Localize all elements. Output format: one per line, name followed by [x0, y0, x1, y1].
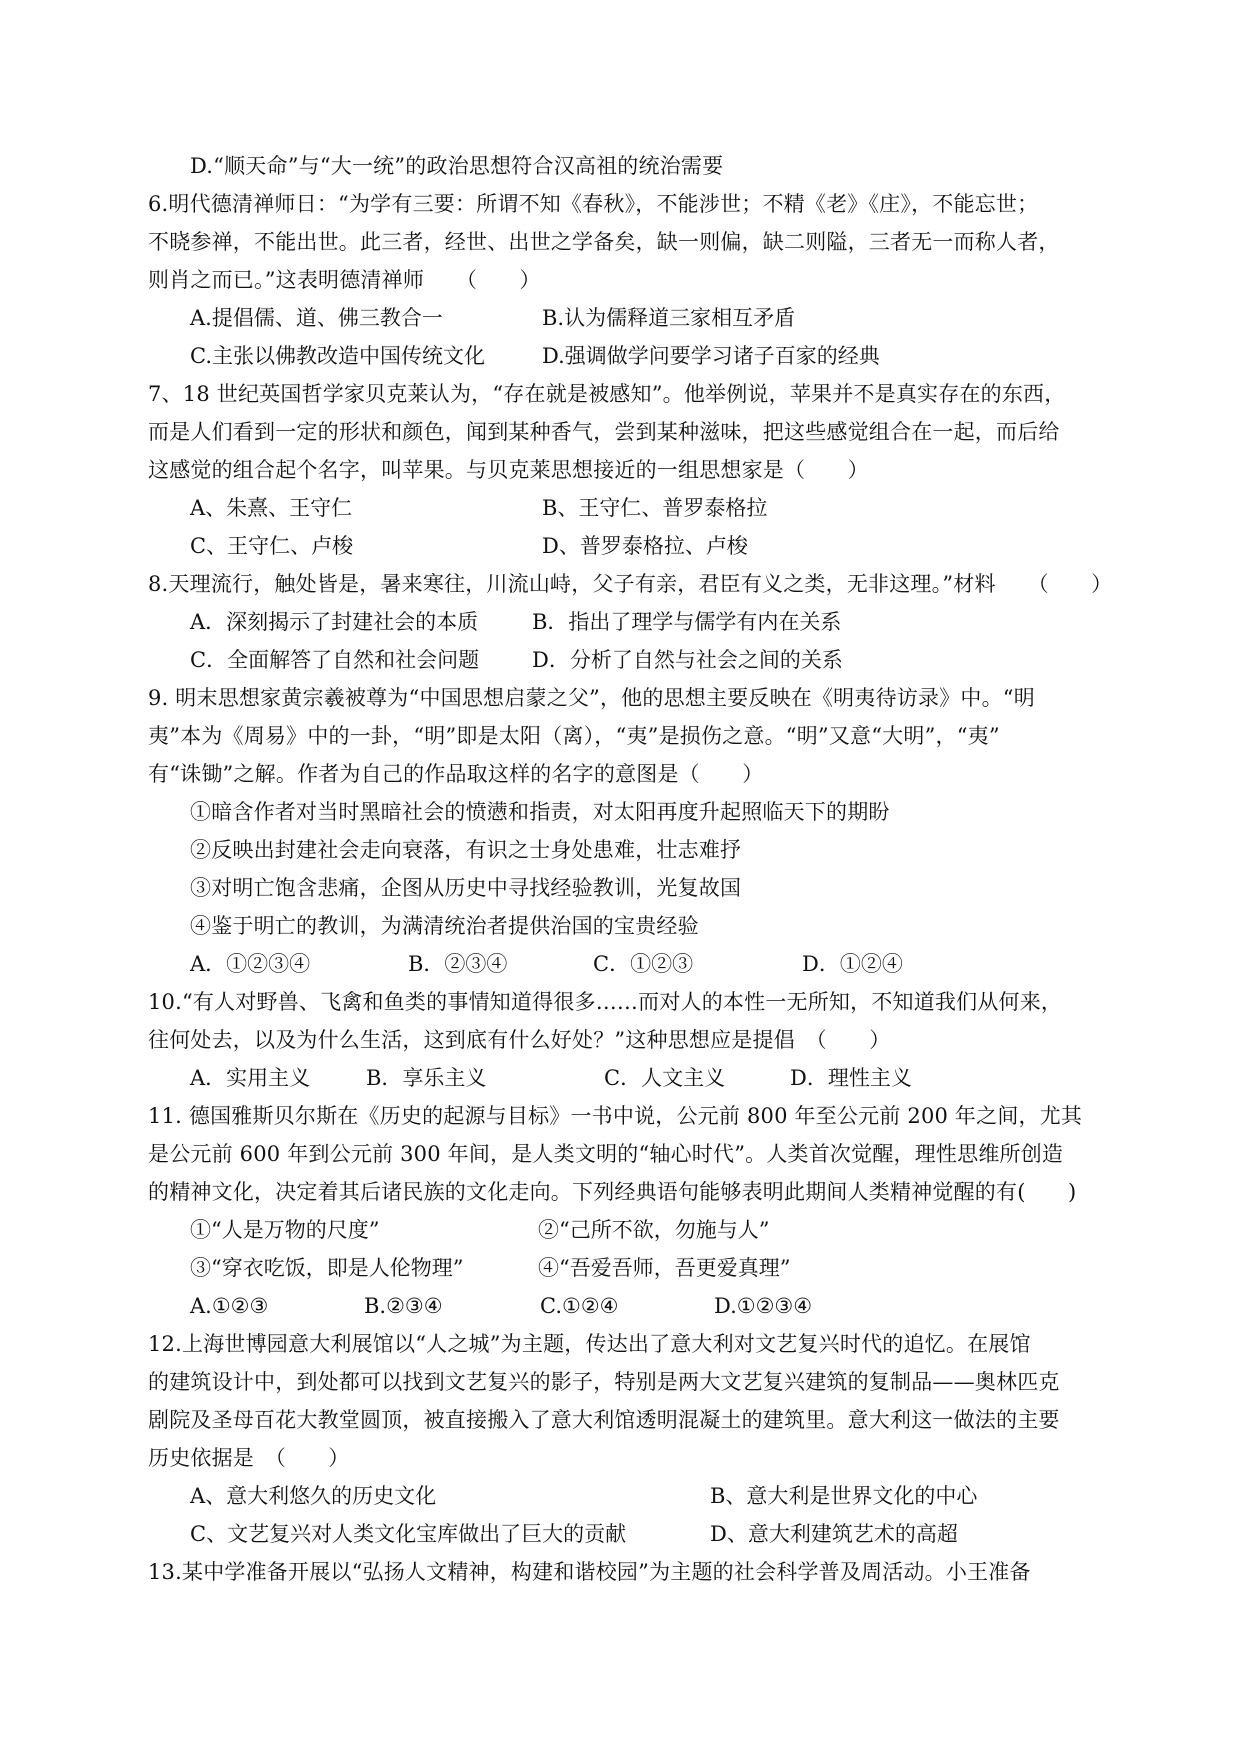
q9-option-c: C．①②③ [593, 952, 694, 976]
q9-stem-line1: 9. 明末思想家黄宗羲被尊为“中国思想启蒙之父”，他的思想主要反映在《明夷待访录》中。“明 [148, 686, 1035, 710]
q12-option-d: D、意大利建筑艺术的高超 [710, 1522, 958, 1546]
q9-option-b: B．②③④ [408, 952, 508, 976]
q12-option-a: A、意大利悠久的历史文化 [190, 1484, 437, 1508]
q9-option-a: A．①②③④ [190, 952, 311, 976]
q10-stem-line1: 10.“有人对野兽、飞禽和鱼类的事情知道得很多……而对人的本性一无所知，不知道我们从何来， [148, 990, 1063, 1014]
q13-stem-line1: 13.某中学准备开展以“弘扬人文精神，构建和谐校园”为主题的社会科学普及周活动。小王准备 [148, 1560, 1031, 1584]
q6-option-a: A.提倡儒、道、佛三教合一 [190, 306, 443, 330]
q11-stem-line2: 是公元前 600 年到公元前 300 年间，是人类文明的“轴心时代”。人类首次觉醒，理性思维所创造 [148, 1142, 1064, 1166]
q11-option-d: D.①②③④ [714, 1294, 813, 1318]
q10-option-d: D．理性主义 [790, 1066, 912, 1090]
q9-option-d: D．①②④ [802, 952, 903, 976]
q5-option-d: D.“顺天命”与“大一统”的政治思想符合汉高祖的统治需要 [190, 154, 724, 178]
q11-statement-1: ①“人是万物的尺度” [190, 1218, 380, 1242]
q7-option-c: C、王守仁、卢梭 [190, 534, 354, 558]
q8-stem-line1: 8.天理流行，触处皆是，暑来寒往，川流山峙，父子有亲，君臣有义之类，无非这理。”材料 （ ） [148, 572, 1113, 596]
q7-option-b: B、王守仁、普罗泰格拉 [542, 496, 768, 520]
q9-statement-1: ①暗含作者对当时黑暗社会的愤懑和指责，对太阳再度升起照临天下的期盼 [190, 800, 890, 824]
q6-option-d: D.强调做学问要学习诸子百家的经典 [542, 344, 880, 368]
q9-stem-line3: 有“诛锄”之解。作者为自己的作品取这样的名字的意图是（ ） [148, 762, 764, 786]
q6-option-b: B.认为儒释道三家相互矛盾 [542, 306, 796, 330]
q6-option-c: C.主张以佛教改造中国传统文化 [190, 344, 485, 368]
q6-stem-line2: 不晓参禅，不能出世。此三者，经世、出世之学备矣，缺一则偏，缺二则隘，三者无一而称人者， [148, 230, 1060, 254]
q12-stem-line2: 的建筑设计中，到处都可以找到文艺复兴的影子，特别是两大文艺复兴建筑的复制品——奥林匹克 [148, 1370, 1060, 1394]
q12-option-b: B、意大利是世界文化的中心 [710, 1484, 978, 1508]
q8-option-b: B．指出了理学与儒学有内在关系 [532, 610, 842, 634]
q9-statement-2: ②反映出封建社会走向衰落，有识之士身处患难，壮志难抒 [190, 838, 742, 862]
q8-option-c: C．全面解答了自然和社会问题 [190, 648, 480, 672]
q11-stem-line1: 11. 德国雅斯贝尔斯在《历史的起源与目标》一书中说，公元前 800 年至公元前 200 年之间，尤其 [148, 1104, 1083, 1128]
q8-option-d: D．分析了自然与社会之间的关系 [532, 648, 843, 672]
q11-option-c: C.①②④ [540, 1294, 619, 1318]
q10-option-b: B．享乐主义 [366, 1066, 487, 1090]
q11-option-b: B.②③④ [364, 1294, 443, 1318]
q7-stem-line3: 这感觉的组合起个名字，叫苹果。与贝克莱思想接近的一组思想家是（ ） [148, 458, 869, 482]
q6-stem-line1: 6.明代德清禅师日：“为学有三要：所谓不知《春秋》，不能涉世；不精《老》《庄》，不能忘世； [148, 192, 1039, 216]
q10-option-a: A．实用主义 [190, 1066, 311, 1090]
q9-statement-3: ③对明亡饱含悲痛，企图从历史中寻找经验教训，光复故国 [190, 876, 742, 900]
q11-option-a: A.①②③ [190, 1294, 269, 1318]
q12-stem-line1: 12.上海世博园意大利展馆以“人之城”为主题，传达出了意大利对文艺复兴时代的追忆。在展馆 [148, 1332, 1031, 1356]
q7-option-a: A、朱熹、王守仁 [190, 496, 353, 520]
q7-stem-line2: 而是人们看到一定的形状和颜色，闻到某种香气，尝到某种滋味，把这些感觉组合在一起，而后给 [148, 420, 1060, 444]
q10-stem-line2: 往何处去，以及为什么生活，这到底有什么好处？”这种思想应是提倡 （ ） [148, 1028, 891, 1052]
q12-stem-line3: 剧院及圣母百花大教堂圆顶，被直接搬入了意大利馆透明混凝土的建筑里。意大利这一做法的主要 [148, 1408, 1060, 1432]
q6-stem-line3: 则肖之而已。”这表明德清禅师 （ ） [148, 268, 541, 292]
q9-stem-line2: 夷”本为《周易》中的一卦，“明”即是太阳（离），“夷”是损伤之意。“明”又意“大明”，“夷” [148, 724, 1000, 748]
q11-statement-4: ④“吾爱吾师，吾更爱真理” [538, 1256, 791, 1280]
q9-statement-4: ④鉴于明亡的教训，为满清统治者提供治国的宝贵经验 [190, 914, 699, 938]
q11-stem-line3: 的精神文化，决定着其后诸民族的文化走向。下列经典语句能够表明此期间人类精神觉醒的有( ) [148, 1180, 1077, 1204]
q7-stem-line1: 7、18 世纪英国哲学家贝克莱认为，“存在就是被感知”。他举例说，苹果并不是真实存在的东西， [148, 382, 1066, 406]
q10-option-c: C．人文主义 [604, 1066, 726, 1090]
q12-option-c: C、文艺复兴对人类文化宝库做出了巨大的贡献 [190, 1522, 627, 1546]
q11-statement-3: ③“穿衣吃饭，即是人伦物理” [190, 1256, 464, 1280]
q12-stem-line4: 历史依据是 （ ） [148, 1446, 350, 1470]
q7-option-d: D、普罗泰格拉、卢梭 [542, 534, 748, 558]
q8-option-a: A．深刻揭示了封建社会的本质 [190, 610, 479, 634]
q11-statement-2: ②“己所不欲，勿施与人” [538, 1218, 770, 1242]
